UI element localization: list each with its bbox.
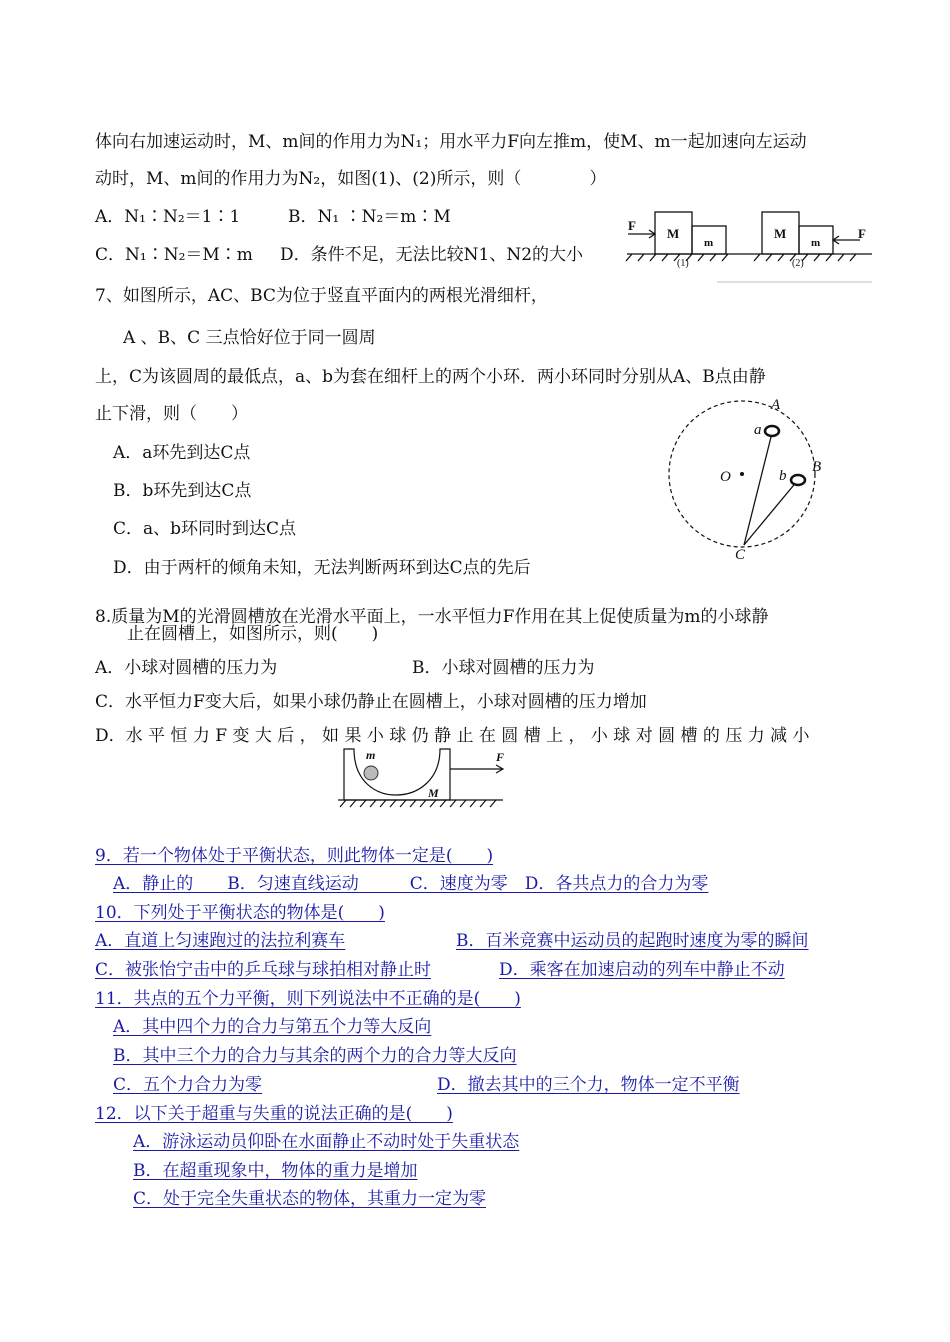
q7-option-c: C．a、b环同时到达C点 [113, 519, 297, 539]
q9-stem: 9．若一个物体处于平衡状态，则此物体一定是( ) [95, 846, 494, 866]
q11-option-d: D．撤去其中的三个力，物体一定不平衡 [437, 1075, 740, 1095]
q8-fig-label-big-m: M [428, 786, 439, 800]
q12-stem: 12．以下关于超重与失重的说法正确的是( ) [95, 1104, 453, 1124]
q8-option-d: D．水 平 恒 力 F 变 大 后 ， 如 果 小 球 仍 静 止 在 圆 槽 上 ， 小 球 对 圆 槽 的 压 力 减 小 [95, 726, 810, 746]
q12-option-a: A．游泳运动员仰卧在水面静止不动时处于失重状态 [133, 1132, 520, 1152]
q10-option-c: C．被张怡宁击中的乒乓球与球拍相对静止时 [95, 960, 432, 980]
q6-fig-label-big-m2: M [774, 226, 787, 241]
q8-option-b: B．小球对圆槽的压力为 [412, 658, 595, 678]
q7-fig-center-o: O [720, 469, 731, 485]
q6-option-d: D．条件不足，无法比较N1、N2的大小 [280, 245, 584, 265]
q12-option-c: C．处于完全失重状态的物体，其重力一定为零 [133, 1189, 487, 1209]
q6-fig-caption-2: (2) [792, 258, 804, 269]
q11-stem: 11．共点的五个力平衡，则下列说法中不正确的是( ) [95, 989, 521, 1009]
q7-option-d: D．由于两杆的倾角未知，无法判断两环到达C点的先后 [113, 558, 531, 578]
q8-groove-figure [338, 745, 513, 810]
q7-stem-line4: 止下滑，则（ ） [95, 404, 248, 424]
q6-option-a: A．N₁∶N₂＝1∶1 [95, 207, 241, 227]
q6-blocks-figure [622, 206, 877, 291]
q8-fig-label-m: m [366, 748, 376, 762]
q6-fig-caption-1: (1) [677, 258, 689, 269]
q7-option-b: B．b环先到达C点 [113, 481, 252, 501]
q7-option-a: A．a环先到达C点 [113, 443, 251, 463]
q6-option-c: C．N₁∶N₂＝M∶m [95, 245, 253, 265]
q6-option-b: B．N₁ ∶N₂＝m∶M [288, 207, 451, 227]
q11-option-c: C．五个力合力为零 [113, 1075, 263, 1095]
q7-fig-point-b: B [812, 459, 822, 475]
q8-stem-line2: 止在圆槽上，如图所示，则( ) [127, 624, 379, 644]
q6-stem-line1: 体向右加速运动时，M、m间的作用力为N₁；用水平力F向左推m，使M、m一起加速向左运动 [95, 132, 807, 152]
q10-stem: 10．下列处于平衡状态的物体是( ) [95, 903, 385, 923]
q12-option-b: B．在超重现象中，物体的重力是增加 [133, 1161, 418, 1181]
q6-fig-label-big-m1: M [667, 226, 680, 241]
q7-fig-point-a: A [771, 397, 781, 413]
q8-option-c: C．水平恒力F变大后，如果小球仍静止在圆槽上，小球对圆槽的压力增加 [95, 692, 647, 712]
q6-stem-line2: 动时，M、m间的作用力为N₂，如图(1)、(2)所示，则（ ） [95, 169, 607, 189]
q11-option-b: B．其中三个力的合力与其余的两个力的合力等大反向 [113, 1046, 517, 1066]
q6-fig-label-f1: F [628, 218, 636, 233]
q10-option-d: D．乘客在加速启动的列车中静止不动 [499, 960, 785, 980]
q7-fig-ring-a: a [754, 422, 762, 438]
q11-option-a: A．其中四个力的合力与第五个力等大反向 [113, 1017, 432, 1037]
q9-options: A．静止的 B．匀速直线运动 C．速度为零 D．各共点力的合力为零 [113, 874, 709, 894]
q8-option-a: A．小球对圆槽的压力为 [95, 658, 278, 678]
q7-stem-line2: A 、B、C 三点恰好位于同一圆周 [123, 328, 376, 348]
q6-fig-label-small-m2: m [811, 237, 821, 249]
q8-stem-line1: 8.质量为M的光滑圆槽放在光滑水平面上，一水平恒力F作用在其上促使质量为m的小球静 [95, 607, 769, 627]
q10-option-b: B．百米竞赛中运动员的起跑时速度为零的瞬间 [456, 931, 809, 951]
q7-stem-line3: 上，C为该圆周的最低点，a、b为套在细杆上的两个小环．两小环同时分别从A、B点由静 [95, 367, 766, 387]
q7-circle-figure [665, 393, 830, 563]
q6-fig-label-f2: F [858, 226, 866, 241]
q6-fig-label-small-m1: m [704, 237, 714, 249]
q10-option-a: A．直道上匀速跑过的法拉利赛车 [95, 931, 346, 951]
q8-fig-label-f: F [496, 750, 505, 764]
q7-fig-ring-b: b [779, 468, 787, 484]
q7-stem-line1: 7、如图所示，AC、BC为位于竖直平面内的两根光滑细杆， [95, 286, 548, 306]
q7-fig-point-c: C [735, 547, 746, 563]
